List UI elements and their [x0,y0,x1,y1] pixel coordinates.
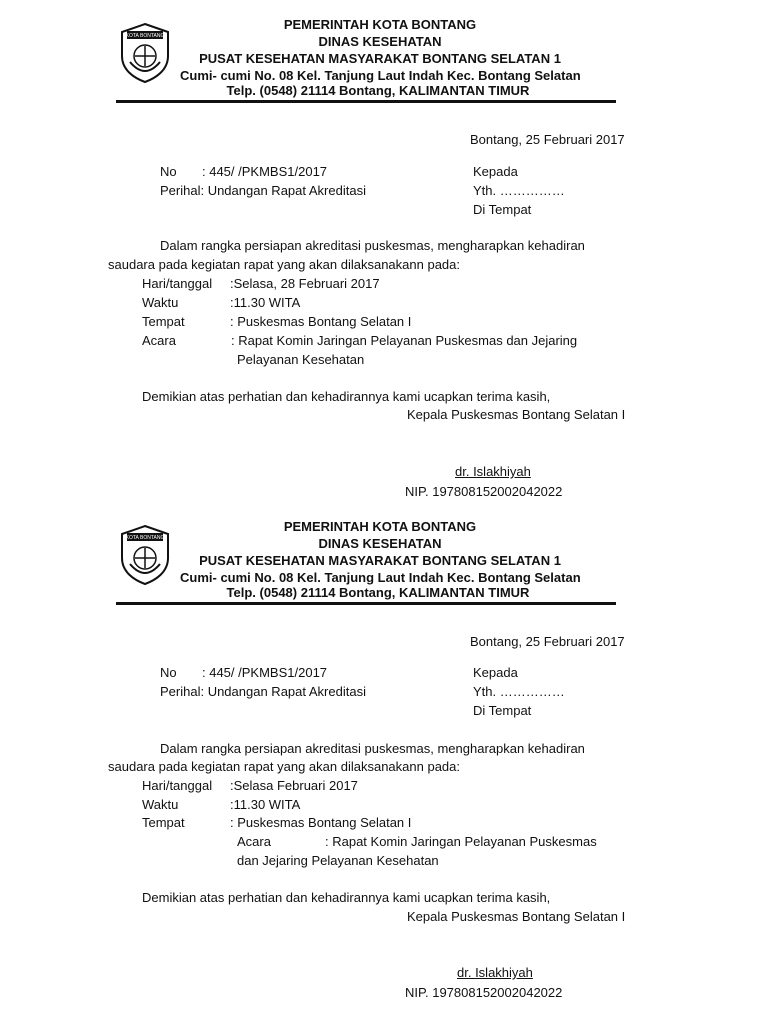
agenda-value-2: Pelayanan Kesehatan [237,352,365,367]
recipient-kepada: Kepada [473,665,518,680]
agenda-value-2: dan Jejaring Pelayanan Kesehatan [237,853,439,868]
phone-line: Telp. (0548) 21114 Bontang, KALIMANTAN TIMUR [226,585,530,600]
day-date-label: Hari/tanggal [142,778,213,793]
letter-date: Bontang, 25 Februari 2017 [470,634,625,649]
letterhead-divider [116,100,616,103]
signer-position: Kepala Puskesmas Bontang Selatan I [407,909,626,924]
time-label: Waktu [142,797,179,812]
signer-position: Kepala Puskesmas Bontang Selatan I [407,407,626,422]
department-name: DINAS KESEHATAN [318,34,442,49]
subject-line: Perihal: Undangan Rapat Akreditasi [160,183,366,198]
day-date-value: :Selasa Februari 2017 [230,778,358,793]
number-label: No [160,164,177,179]
place-label: Tempat [142,815,185,830]
closing-text: Demikian atas perhatian dan kehadirannya kami ucapkan terima kasih, [142,890,551,905]
signer-nip: NIP. 197808152002042022 [405,484,563,499]
institution-name: PUSAT KESEHATAN MASYARAKAT BONTANG SELATAN 1 [199,553,561,568]
signer-nip: NIP. 197808152002042022 [405,985,563,1000]
number-value: : 445/ /PKMBS1/2017 [202,164,328,179]
agenda-value-1: : Rapat Komin Jaringan Pelayanan Puskesmas dan Jejaring [231,333,578,348]
letterhead-divider [116,602,616,605]
body-intro-1: Dalam rangka persiapan akreditasi puskesmas, mengharapkan kehadiran [160,741,585,756]
emblem-text: KOTA BONTANG [125,33,165,39]
address-line: Cumi- cumi No. 08 Kel. Tanjung Laut Indah Kec. Bontang Selatan [180,68,581,83]
agenda-label: Acara [142,333,176,348]
place-value: : Puskesmas Bontang Selatan I [230,815,412,830]
signer-name: dr. Islakhiyah [457,965,533,980]
place-value: : Puskesmas Bontang Selatan I [230,314,412,329]
time-value: :11.30 WITA [230,295,301,310]
number-label: No [160,665,177,680]
recipient-name: Yth. …………… [473,684,565,699]
place-label: Tempat [142,314,185,329]
body-intro-1: Dalam rangka persiapan akreditasi puskesmas, mengharapkan kehadiran [160,238,585,253]
recipient-name: Yth. …………… [473,183,565,198]
signer-name: dr. Islakhiyah [455,464,531,479]
subject-line: Perihal: Undangan Rapat Akreditasi [160,684,366,699]
time-value: :11.30 WITA [230,797,301,812]
day-date-value: :Selasa, 28 Februari 2017 [230,276,380,291]
address-line: Cumi- cumi No. 08 Kel. Tanjung Laut Indah Kec. Bontang Selatan [180,570,581,585]
department-name: DINAS KESEHATAN [318,536,442,551]
closing-text: Demikian atas perhatian dan kehadirannya kami ucapkan terima kasih, [142,389,551,404]
time-label: Waktu [142,295,179,310]
agenda-value-1: : Rapat Komin Jaringan Pelayanan Puskesmas [325,834,597,849]
phone-line: Telp. (0548) 21114 Bontang, KALIMANTAN TIMUR [226,83,530,98]
recipient-place: Di Tempat [473,703,532,718]
recipient-place: Di Tempat [473,202,532,217]
day-date-label: Hari/tanggal [142,276,213,291]
number-value: : 445/ /PKMBS1/2017 [202,665,328,680]
agenda-label: Acara [237,834,271,849]
emblem-text: KOTA BONTANG [125,535,165,541]
body-intro-2: saudara pada kegiatan rapat yang akan dilaksanakann pada: [108,257,460,272]
gov-name: PEMERINTAH KOTA BONTANG [283,519,477,534]
recipient-kepada: Kepada [473,164,518,179]
gov-name: PEMERINTAH KOTA BONTANG [283,17,477,32]
body-intro-2: saudara pada kegiatan rapat yang akan dilaksanakann pada: [108,759,460,774]
institution-name: PUSAT KESEHATAN MASYARAKAT BONTANG SELATAN 1 [199,51,561,66]
letter-date: Bontang, 25 Februari 2017 [470,132,625,147]
